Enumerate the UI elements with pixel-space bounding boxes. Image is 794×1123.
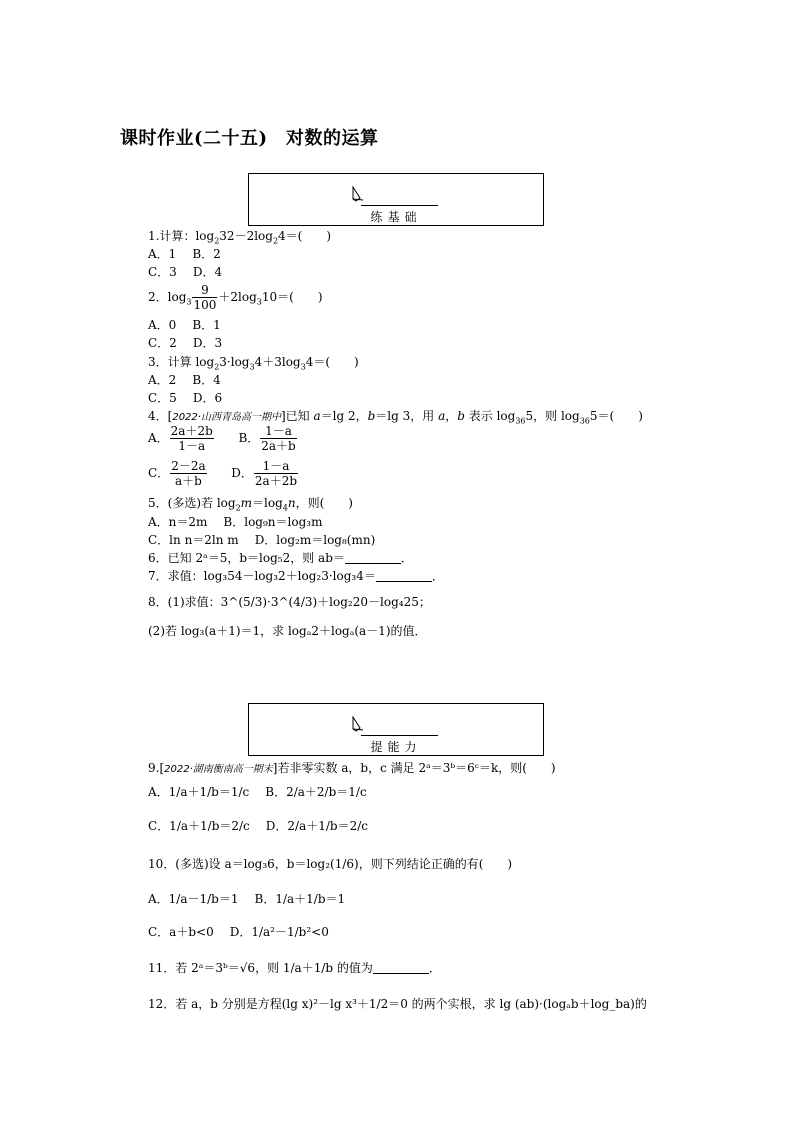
question-5-options-ab <box>148 514 322 530</box>
option-b: B．2/a＋2/b＝1/c <box>265 785 367 799</box>
section-rule <box>361 735 438 736</box>
question-source: 2022·湖南衡南高一期末 <box>164 764 273 775</box>
section-label: 练基础 <box>370 210 422 224</box>
answer-blank <box>376 581 432 582</box>
option-a: A．1 <box>148 247 177 261</box>
question-3-options-cd <box>148 390 222 406</box>
question-1-options-cd <box>148 264 222 280</box>
question-12-stem: 12．若 a，b 分别是方程(lg x)²－lg x³＋1/2＝0 的两个实根，求 lg (ab)·(logₐb＋log_ba)的 <box>148 997 647 1011</box>
question-3-options-ab <box>148 372 221 388</box>
question-2-options-ab <box>148 317 221 333</box>
option-b: B．log₉n＝log₃m <box>223 515 323 529</box>
question-8-part1: 8．(1)求值：3^(5/3)·3^(4/3)＋log₂20－log₄25； <box>148 595 431 609</box>
option-a: A．1/a－1/b＝1 <box>148 892 239 906</box>
question-4-options-cd: C． $\frac{2-2a}{a+b}$ D． $\frac{1-a}{2a+2b}$ <box>148 459 298 488</box>
question-3-stem: 3．计算 $\log_23\cdot\log_34+3\log_34=$( ) <box>148 355 359 372</box>
option-a: A．0 <box>148 318 177 332</box>
question-1-options-ab <box>148 246 221 262</box>
option-c: C．2 <box>148 336 177 350</box>
option-a: A．n＝2m <box>148 515 208 529</box>
question-4-options-ab: A． $\frac{2a+2b}{1-a}$ B． $\frac{1-a}{2a+b}$ <box>148 424 296 453</box>
section-label: 提能力 <box>370 740 422 754</box>
question-1-stem: 1.计算：$\log_232-2\log_24=$( ) <box>148 229 332 246</box>
option-d-fraction: $\frac{1-a}{2a+2b}$ <box>254 459 298 488</box>
question-10-options-cd <box>148 924 329 940</box>
option-c: C．1/a＋1/b＝2/c <box>148 819 250 833</box>
pencil-icon <box>351 716 365 732</box>
question-4-stem: 4．[2022·山西青岛高一期中]已知 a＝lg 2，b＝lg 3，用 a，b 表示 $\log_{36}5$，则 $\log_{36}5=$( ) <box>148 409 643 426</box>
question-5-stem: 5．(多选)若 $\log_2m=\log_4n$，则( ) <box>148 496 353 513</box>
answer-blank <box>345 563 401 564</box>
question-9-options-cd <box>148 818 368 834</box>
option-c: C．ln n＝2ln m <box>148 533 239 547</box>
question-5-options-cd <box>148 532 375 548</box>
question-6-stem: 6．已知 2ᵃ＝5，b＝log₅2，则 ab＝ ． <box>148 551 413 565</box>
option-c: C．5 <box>148 391 177 405</box>
question-7-stem: 7．求值：log₃54－log₃2＋log₂3·log₃4＝ ． <box>148 569 444 583</box>
option-a-fraction: $\frac{2a+2b}{1-a}$ <box>170 424 213 453</box>
option-b: B．1 <box>192 318 221 332</box>
option-a: A．1/a＋1/b＝1/c <box>148 785 250 799</box>
option-b: B．4 <box>192 373 221 387</box>
question-source: 2022·山西青岛高一期中 <box>172 412 281 423</box>
option-d: D．4 <box>192 265 223 279</box>
page-title: 课时作业(二十五) 对数的运算 <box>120 128 379 149</box>
section-header-basic <box>248 173 544 226</box>
option-d: D．3 <box>192 336 223 350</box>
question-9-stem: 9.[2022·湖南衡南高一期末]若非零实数 a，b，c 满足 2ᵃ＝3ᵇ＝6ᶜ＝k，则( ) <box>148 761 556 775</box>
option-d: D．log₂m＝log₈(mn) <box>254 533 376 547</box>
question-10-stem: 10．(多选)设 a＝log₃6，b＝log₂(1/6)，则下列结论正确的有( ) <box>148 857 513 871</box>
pencil-icon <box>351 186 365 202</box>
question-2-stem: 2．$\log_3$ $\frac{9}{100}$ $+2\log_310=$( ) <box>148 283 323 312</box>
section-header-advanced <box>248 703 544 756</box>
fraction: $\frac{9}{100}$ <box>193 283 217 312</box>
answer-blank <box>373 973 429 974</box>
option-d: D．6 <box>192 391 223 405</box>
option-c: C．3 <box>148 265 177 279</box>
section-rule <box>361 205 438 206</box>
question-8-part2: (2)若 log₃(a＋1)＝1，求 logₐ2＋logₐ(a－1)的值． <box>148 624 427 638</box>
option-b: B．2 <box>192 247 221 261</box>
option-d: D．1/a²－1/b²<0 <box>229 925 329 939</box>
option-c: C．a＋b<0 <box>148 925 214 939</box>
option-d: D．2/a＋1/b＝2/c <box>265 819 368 833</box>
option-b-fraction: $\frac{1-a}{2a+b}$ <box>261 424 296 453</box>
option-b: B．1/a＋1/b＝1 <box>254 892 346 906</box>
question-11-stem: 11．若 2ᵃ＝3ᵇ＝√6，则 1/a＋1/b 的值为 ． <box>148 961 441 975</box>
option-c-fraction: $\frac{2-2a}{a+b}$ <box>171 459 206 488</box>
option-a: A．2 <box>148 373 177 387</box>
question-2-options-cd <box>148 335 222 351</box>
question-9-options-ab <box>148 784 367 800</box>
question-10-options-ab <box>148 891 345 907</box>
